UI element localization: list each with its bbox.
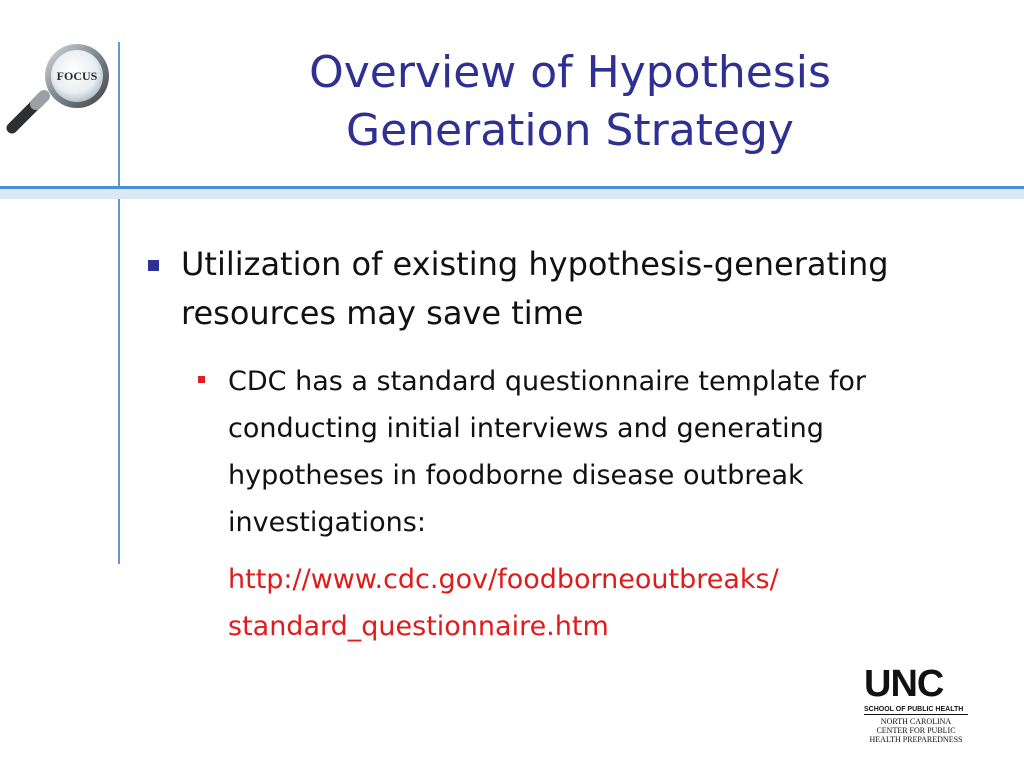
unc-center-name [864,717,968,744]
unc-center-line1: NORTH CAROLINA [880,717,952,726]
unc-wordmark: UNC [864,663,944,705]
vertical-accent-line [118,42,120,564]
square-bullet-icon [148,260,159,271]
unc-school-name: SCHOOL OF PUBLIC HEALTH [864,705,968,715]
unc-center-line2: CENTER FOR PUBLIC [876,726,956,735]
focus-logo-text: FOCUS [56,69,98,83]
slide-title-line2: Generation Strategy [346,105,794,156]
title-divider-bar [0,186,1024,199]
focus-logo [0,40,118,136]
slide-title [200,44,940,160]
slide-title-line1: Overview of Hypothesis [309,47,831,98]
link-line1[interactable]: http://www.cdc.gov/foodborneoutbreaks/ [228,564,779,595]
bullet-text: Utilization of existing hypothesis-generating resources may save time [181,245,889,332]
questionnaire-link[interactable] [228,556,988,650]
unc-logo [860,664,972,750]
sub-bullet-text: CDC has a standard questionnaire template for conducting initial interviews and generating hypotheses in foodborne disease outbreak investigations: [228,366,866,538]
magnifying-glass-icon [0,40,118,136]
square-sub-bullet-icon [198,376,205,383]
unc-center-line3: HEALTH PREPAREDNESS [869,735,963,744]
link-line2[interactable]: standard_questionnaire.htm [228,611,609,642]
